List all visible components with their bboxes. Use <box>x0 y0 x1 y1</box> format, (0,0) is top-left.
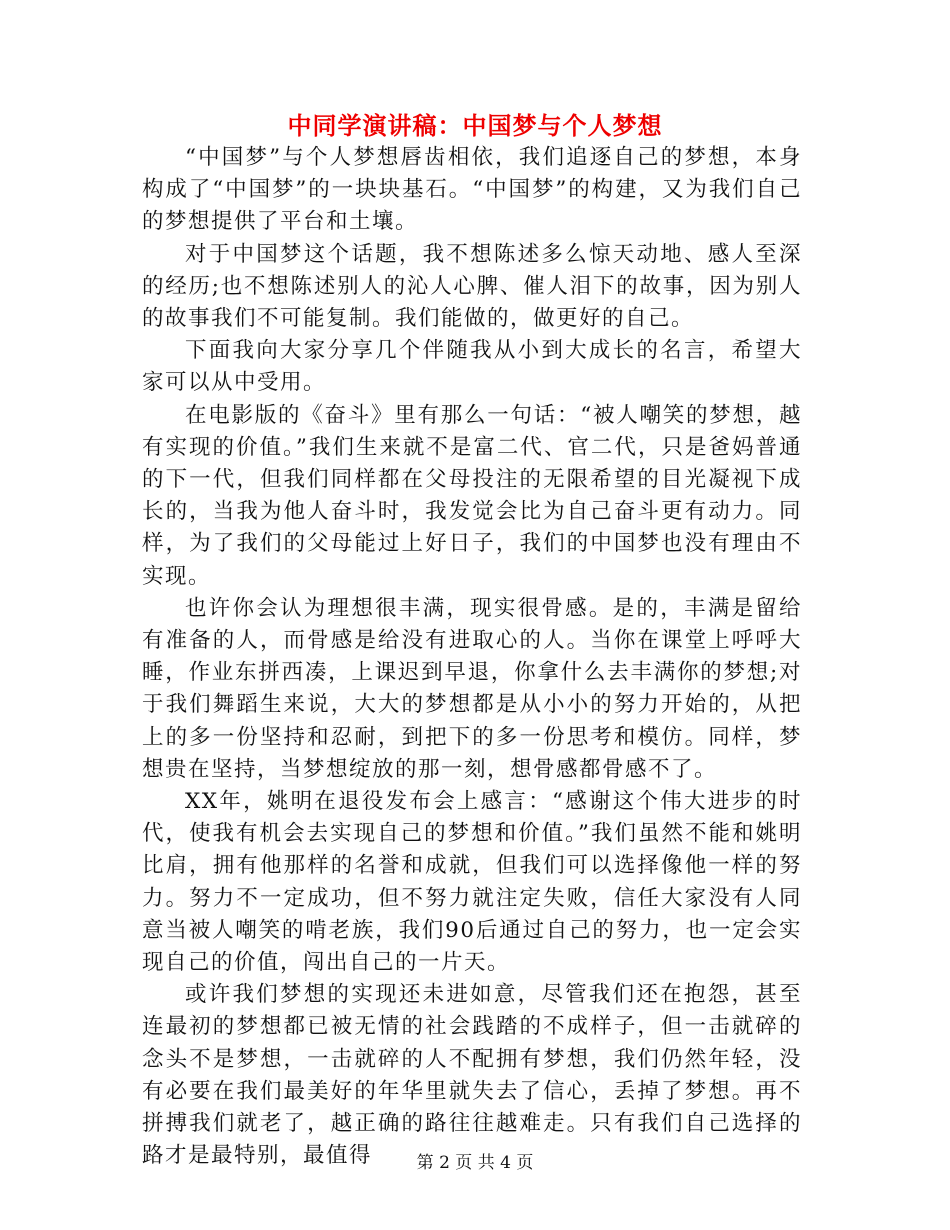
paragraph: 对于中国梦这个话题，我不想陈述多么惊天动地、感人至深的经历;也不想陈述别人的沁人心脾、催人泪下的故事，因为别人的故事我们不可能复制。我们能做的，做更好的自己。 <box>142 241 802 332</box>
paragraph: 在电影版的《奋斗》里有那么一句话：“被人嘲笑的梦想，越有实现的价值。”我们生来就不是富二代、官二代，只是爸妈普通的下一代，但我们同样都在父母投注的无限希望的目光凝视下成长的，当我为他人奋斗时，我发觉会比为自己奋斗更有动力。同样，为了我们的父母能过上好日子，我们的中国梦也没有理由不实现。 <box>142 402 802 589</box>
page-number-footer: 第 2 页 共 4 页 <box>416 1153 534 1173</box>
paragraph: 也许你会认为理想很丰满，现实很骨感。是的，丰满是留给有准备的人，而骨感是给没有进取心的人。当你在课堂上呼呼大睡，作业东拼西凑，上课迟到早退，你拿什么去丰满你的梦想;对于我们舞蹈生来说，大大的梦想都是从小小的努力开始的，从把上的多一份坚持和忍耐，到把下的多一份思考和模仿。同样，梦想贵在坚持，当梦想绽放的那一刻，想骨感都骨感不了。 <box>142 595 802 782</box>
paragraph: XX年，姚明在退役发布会上感言：“感谢这个伟大进步的时代，使我有机会去实现自己的梦想和价值。”我们虽然不能和姚明比肩，拥有他那样的名誉和成就，但我们可以选择像他一样的努力。努力不一定成功，但不努力就注定失败，信任大家没有人同意当被人嘲笑的啃老族，我们90后通过自己的努力，也一定会实现自己的价值，闯出自己的一片天。 <box>142 789 802 976</box>
paragraph: “中国梦”与个人梦想唇齿相依，我们追逐自己的梦想，本身构成了“中国梦”的一块块基石。“中国梦”的构建，又为我们自己的梦想提供了平台和土壤。 <box>142 145 802 235</box>
paragraph: 下面我向大家分享几个伴随我从小到大成长的名言，希望大家可以从中受用。 <box>142 338 802 396</box>
page-title: 中同学演讲稿：中国梦与个人梦想 <box>287 111 663 140</box>
paragraph: 或许我们梦想的实现还未进如意，尽管我们还在抱怨，甚至连最初的梦想都已被无情的社会践踏的不成样子，但一击就碎的念头不是梦想，一击就碎的人不配拥有梦想，我们仍然年轻，没有必要在我们最美好的年华里就失去了信心，丢掉了梦想。再不拼搏我们就老了，越正确的路往往越难走。只有我们自己选择的路才是最特别，最值得 <box>142 982 802 1169</box>
document-body <box>142 142 802 1173</box>
